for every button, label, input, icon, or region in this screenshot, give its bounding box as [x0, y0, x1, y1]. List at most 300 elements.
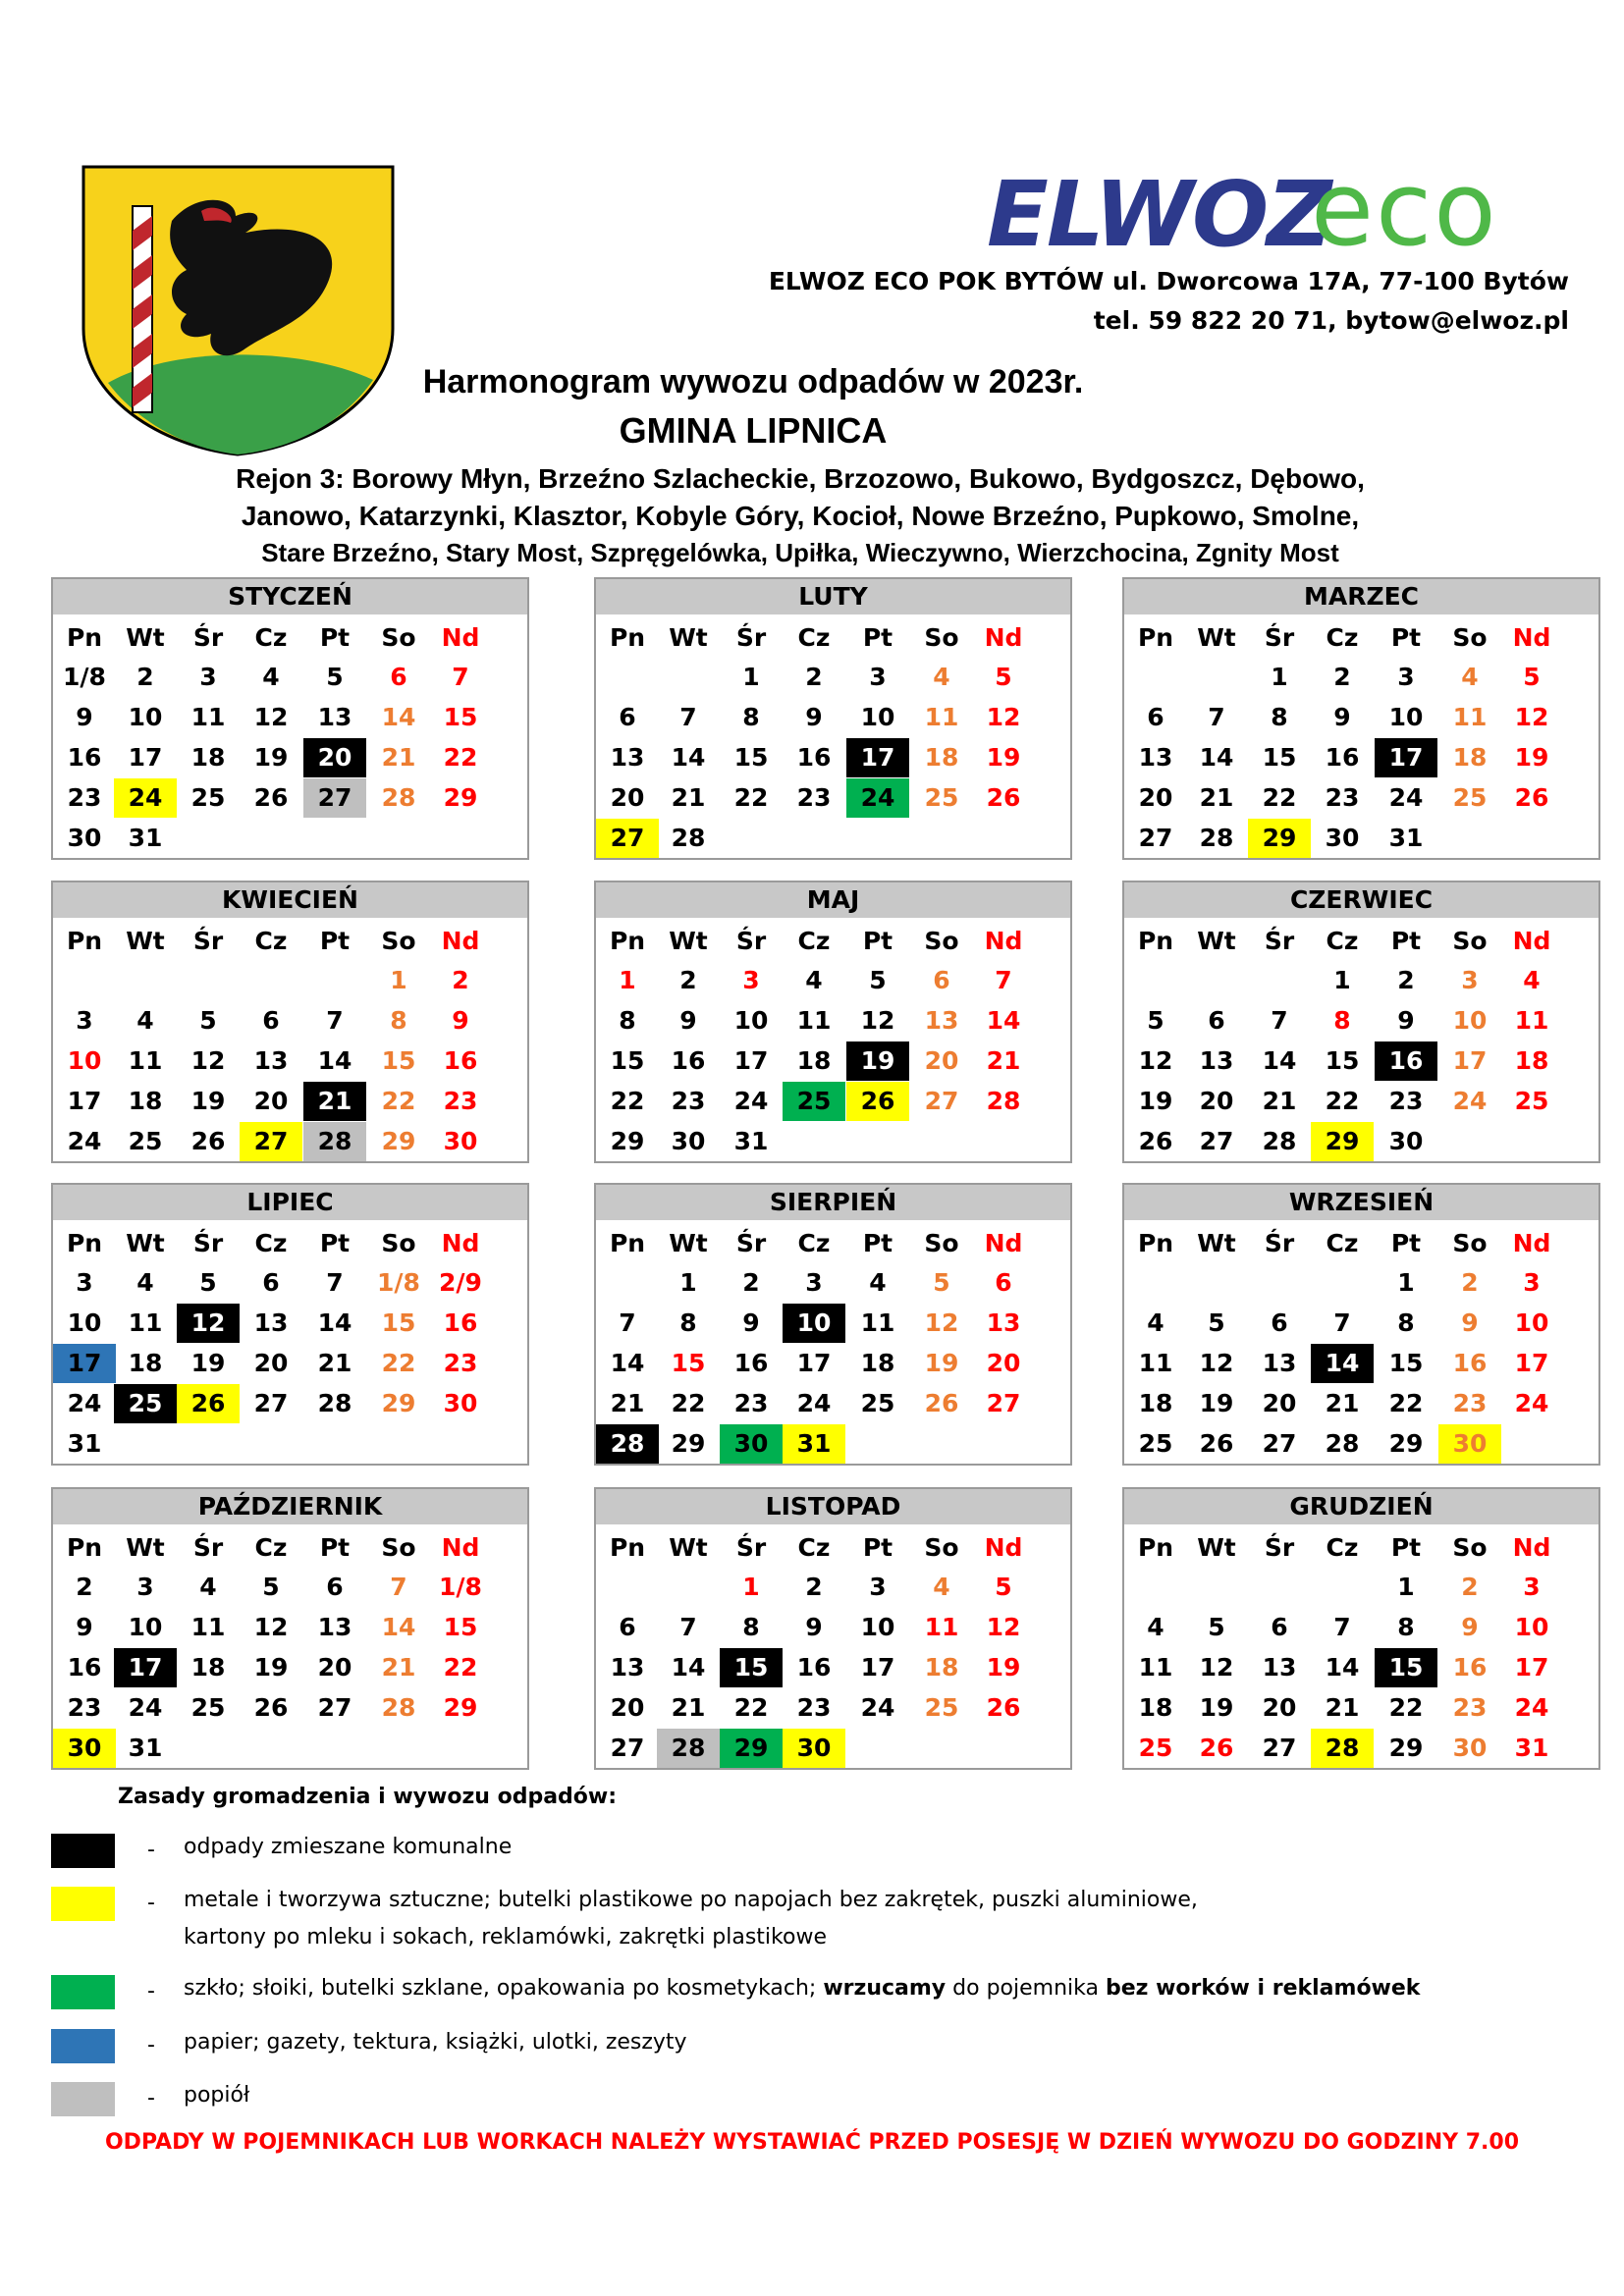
weekday-label: Nd [984, 623, 1023, 652]
pickup-day-green: 29 [720, 1729, 783, 1768]
calendar-day: 17 [1514, 1349, 1549, 1377]
calendar-day: 19 [1199, 1389, 1234, 1417]
calendar-day: 18 [1452, 743, 1488, 772]
weekday-label: Pn [66, 1229, 103, 1257]
calendar-day: 9 [452, 1006, 469, 1035]
calendar-day: 10 [860, 703, 895, 731]
company-contact: tel. 59 822 20 71, bytow@elwoz.pl [1093, 306, 1569, 335]
calendar-day: 18 [924, 1653, 959, 1682]
calendar-day: 1 [679, 1268, 697, 1297]
calendar-day: 26 [1199, 1429, 1234, 1458]
calendar-day: 13 [1262, 1653, 1297, 1682]
weekday-label: Nd [984, 1533, 1023, 1562]
calendar-day: 24 [67, 1389, 102, 1417]
calendar-day: 18 [924, 743, 959, 772]
calendar-day: 14 [381, 703, 416, 731]
calendar-day: 22 [1388, 1389, 1424, 1417]
calendar-day: 5 [1208, 1613, 1225, 1641]
eco-logo-text: eco [1311, 149, 1498, 269]
weekday-label: Wt [669, 1229, 708, 1257]
weekday-label: So [1452, 623, 1488, 652]
calendar-day: 20 [610, 1693, 645, 1722]
calendar-day: 4 [1147, 1613, 1164, 1641]
calendar-day: 27 [253, 1389, 289, 1417]
calendar-day: 26 [253, 1693, 289, 1722]
calendar-day: 18 [1514, 1046, 1549, 1075]
weekday-label: Nd [441, 1229, 480, 1257]
calendar-day: 7 [619, 1308, 636, 1337]
calendar-day: 16 [443, 1308, 478, 1337]
weekday-label: So [924, 927, 959, 955]
calendar-day: 9 [1397, 1006, 1415, 1035]
month-kwiecień [51, 881, 529, 1163]
calendar-day: 22 [381, 1087, 416, 1115]
weekday-label: Cz [797, 1533, 831, 1562]
calendar-day: 31 [67, 1429, 102, 1458]
calendar-day: 4 [933, 663, 950, 691]
calendar-day: 12 [1199, 1653, 1234, 1682]
calendar-day: 4 [1461, 663, 1479, 691]
weekday-label: Śr [1264, 1229, 1295, 1257]
calendar-day: 25 [190, 1693, 226, 1722]
calendar-day: 27 [610, 1734, 645, 1762]
calendar-day: 5 [1147, 1006, 1164, 1035]
weekday-label: Nd [1512, 1229, 1551, 1257]
calendar-day: 3 [1523, 1573, 1541, 1601]
legend-title: Zasady gromadzenia i wywozu odpadów: [118, 1785, 618, 1809]
calendar-day: 23 [1325, 783, 1360, 812]
calendar-day: 29 [443, 1693, 478, 1722]
calendar-day: 11 [1452, 703, 1488, 731]
month-name: LUTY [596, 579, 1070, 614]
calendar-day: 1 [742, 663, 760, 691]
calendar-day: 16 [671, 1046, 706, 1075]
calendar-day: 19 [253, 743, 289, 772]
legend-swatch-blue [51, 2029, 115, 2063]
calendar-day: 5 [1208, 1308, 1225, 1337]
calendar-day: 31 [128, 1734, 163, 1762]
calendar-day: 10 [1514, 1308, 1549, 1337]
calendar-day: 21 [1325, 1693, 1360, 1722]
calendar-day: 23 [733, 1389, 769, 1417]
calendar-day: 20 [924, 1046, 959, 1075]
calendar-day: 16 [796, 1653, 832, 1682]
weekday-label: Pt [862, 623, 893, 652]
calendar-day: 20 [986, 1349, 1021, 1377]
weekday-label: Wt [1197, 623, 1236, 652]
month-name: MAJ [596, 882, 1070, 918]
calendar-day: 15 [1325, 1046, 1360, 1075]
calendar-day: 6 [1271, 1308, 1288, 1337]
calendar-day: 22 [1262, 783, 1297, 812]
calendar-day: 11 [924, 703, 959, 731]
weekday-label: Cz [797, 927, 831, 955]
legend-dash: - [147, 2086, 155, 2110]
calendar-day: 6 [1147, 703, 1164, 731]
calendar-day: 18 [1138, 1389, 1173, 1417]
weekday-label: Pn [609, 1533, 646, 1562]
calendar-day: 17 [67, 1087, 102, 1115]
calendar-day: 23 [1388, 1087, 1424, 1115]
calendar-day: 27 [986, 1389, 1021, 1417]
weekday-label: Wt [126, 1533, 165, 1562]
calendar-day: 23 [67, 1693, 102, 1722]
calendar-day: 23 [67, 783, 102, 812]
calendar-day: 4 [1523, 966, 1541, 994]
weekday-label: Śr [192, 623, 224, 652]
calendar-day: 20 [1262, 1693, 1297, 1722]
pickup-day-yellow: 27 [240, 1122, 302, 1161]
weekday-label: Pn [609, 927, 646, 955]
calendar-day: 4 [933, 1573, 950, 1601]
calendar-day: 15 [1262, 743, 1297, 772]
pickup-day-yellow: 29 [1311, 1122, 1374, 1161]
calendar-day: 18 [128, 1349, 163, 1377]
weekday-label: So [381, 1229, 416, 1257]
calendar-day: 1 [1397, 1573, 1415, 1601]
calendar-day: 7 [679, 1613, 697, 1641]
month-name: KWIECIEŃ [53, 882, 527, 918]
weekday-label: Wt [1197, 1533, 1236, 1562]
month-styczeń [51, 577, 529, 860]
legend-swatch-yellow [51, 1887, 115, 1921]
calendar-day: 14 [986, 1006, 1021, 1035]
pickup-day-black: 15 [1375, 1648, 1437, 1687]
calendar-day: 29 [1388, 1734, 1424, 1762]
calendar-day: 25 [1138, 1734, 1173, 1762]
calendar-day: 23 [671, 1087, 706, 1115]
month-czerwiec [1122, 881, 1600, 1163]
calendar-day: 16 [733, 1349, 769, 1377]
weekday-label: Wt [126, 623, 165, 652]
calendar-day: 19 [1514, 743, 1549, 772]
calendar-day: 27 [317, 1693, 352, 1722]
calendar-day: 9 [76, 703, 93, 731]
calendar-day: 22 [443, 743, 478, 772]
weekday-label: Pn [1137, 1533, 1174, 1562]
pickup-day-black: 17 [1375, 738, 1437, 777]
calendar-day: 18 [190, 1653, 226, 1682]
calendar-day: 1 [742, 1573, 760, 1601]
weekday-label: Pt [1390, 1533, 1422, 1562]
pickup-day-black: 17 [846, 738, 909, 777]
calendar-day: 7 [1333, 1613, 1351, 1641]
calendar-day: 24 [128, 1693, 163, 1722]
calendar-day: 6 [326, 1573, 344, 1601]
calendar-day: 12 [1199, 1349, 1234, 1377]
calendar-day: 11 [924, 1613, 959, 1641]
calendar-day: 13 [1199, 1046, 1234, 1075]
calendar-day: 2 [1461, 1573, 1479, 1601]
calendar-day: 6 [1208, 1006, 1225, 1035]
month-maj [594, 881, 1072, 1163]
weekday-label: Wt [669, 1533, 708, 1562]
calendar-day: 14 [317, 1308, 352, 1337]
calendar-day: 25 [860, 1389, 895, 1417]
weekday-label: Wt [126, 927, 165, 955]
pickup-day-yellow: 24 [114, 778, 177, 818]
calendar-day: 15 [381, 1308, 416, 1337]
calendar-day: 29 [443, 783, 478, 812]
calendar-day: 13 [1138, 743, 1173, 772]
calendar-day: 15 [733, 743, 769, 772]
calendar-day: 2 [805, 1573, 823, 1601]
weekday-label: Śr [735, 623, 767, 652]
weekday-label: Śr [1264, 1533, 1295, 1562]
calendar-day: 28 [1199, 824, 1234, 852]
calendar-day: 21 [381, 1653, 416, 1682]
weekday-label: Pt [862, 1229, 893, 1257]
weekday-label: Pn [66, 927, 103, 955]
legend-swatch-green [51, 1975, 115, 2009]
legend-dash: - [147, 1979, 155, 2003]
calendar-day: 26 [1138, 1127, 1173, 1155]
weekday-label: Śr [735, 1229, 767, 1257]
calendar-day: 3 [136, 1573, 154, 1601]
calendar-day: 9 [679, 1006, 697, 1035]
calendar-day: 4 [136, 1268, 154, 1297]
calendar-day: 6 [995, 1268, 1012, 1297]
calendar-day: 31 [128, 824, 163, 852]
calendar-day: 28 [986, 1087, 1021, 1115]
calendar-day: 15 [443, 703, 478, 731]
calendar-day: 26 [1514, 783, 1549, 812]
calendar-day: 23 [443, 1349, 478, 1377]
calendar-day: 22 [1325, 1087, 1360, 1115]
calendar-day: 21 [1199, 783, 1234, 812]
weekday-label: Nd [441, 623, 480, 652]
pickup-day-black: 25 [114, 1384, 177, 1423]
calendar-day: 24 [796, 1389, 832, 1417]
calendar-day: 29 [610, 1127, 645, 1155]
calendar-day: 23 [1452, 1389, 1488, 1417]
weekday-label: So [381, 623, 416, 652]
calendar-day: 24 [67, 1127, 102, 1155]
weekday-label: Wt [126, 1229, 165, 1257]
calendar-day: 28 [671, 824, 706, 852]
calendar-day: 18 [128, 1087, 163, 1115]
legend-glass-part-a: szkło; słoiki, butelki szklane, opakowania po kosmetykach; [184, 1976, 817, 2001]
calendar-day: 11 [1138, 1349, 1173, 1377]
calendar-day: 4 [199, 1573, 217, 1601]
calendar-day: 10 [1388, 703, 1424, 731]
weekday-label: Pt [862, 927, 893, 955]
calendar-day: 8 [1397, 1613, 1415, 1641]
legend-glass-part-c: do pojemnika [952, 1976, 1099, 2001]
month-grudzień [1122, 1487, 1600, 1770]
pickup-day-gray: 28 [303, 1122, 366, 1161]
calendar-day: 5 [869, 966, 887, 994]
calendar-day: 23 [1452, 1693, 1488, 1722]
calendar-day: 9 [76, 1613, 93, 1641]
calendar-day: 14 [1325, 1653, 1360, 1682]
legend-dash: - [147, 2033, 155, 2057]
calendar-day: 15 [381, 1046, 416, 1075]
calendar-day: 30 [1388, 1127, 1424, 1155]
calendar-day: 9 [805, 703, 823, 731]
weekday-label: Wt [669, 623, 708, 652]
calendar-day: 19 [924, 1349, 959, 1377]
weekday-label: Śr [1264, 623, 1295, 652]
calendar-day: 21 [381, 743, 416, 772]
pickup-day-yellow: 28 [1311, 1729, 1374, 1768]
pickup-day-gray: 28 [657, 1729, 720, 1768]
calendar-day: 13 [924, 1006, 959, 1035]
calendar-day: 18 [190, 743, 226, 772]
calendar-day: 4 [136, 1006, 154, 1035]
page-title: Harmonogram wywozu odpadów w 2023r. [422, 363, 1084, 400]
pickup-day-yellow: 27 [596, 819, 659, 858]
calendar-day: 3 [1461, 966, 1479, 994]
month-luty [594, 577, 1072, 860]
month-październik [51, 1487, 529, 1770]
pickup-day-yellow: 26 [846, 1082, 909, 1121]
calendar-day: 25 [1138, 1429, 1173, 1458]
calendar-day: 24 [1452, 1087, 1488, 1115]
calendar-day: 24 [1514, 1693, 1549, 1722]
calendar-day: 30 [1452, 1734, 1488, 1762]
calendar-day: 8 [390, 1006, 407, 1035]
calendar-day: 13 [253, 1308, 289, 1337]
calendar-day: 8 [1397, 1308, 1415, 1337]
calendar-day: 25 [1452, 783, 1488, 812]
calendar-day: 2 [76, 1573, 93, 1601]
calendar-day: 29 [671, 1429, 706, 1458]
weekday-label: Śr [192, 1229, 224, 1257]
calendar-day: 22 [671, 1389, 706, 1417]
calendar-day: 3 [76, 1268, 93, 1297]
legend-swatch-gray [51, 2082, 115, 2116]
calendar-day: 24 [860, 1693, 895, 1722]
calendar-day: 16 [443, 1046, 478, 1075]
calendar-day: 6 [262, 1268, 280, 1297]
calendar-day: 7 [390, 1573, 407, 1601]
pickup-day-black: 21 [303, 1082, 366, 1121]
weekday-label: Pt [1390, 927, 1422, 955]
calendar-day: 31 [733, 1127, 769, 1155]
calendar-day: 27 [1262, 1734, 1297, 1762]
pickup-day-black: 16 [1375, 1041, 1437, 1081]
calendar-day: 1/8 [63, 663, 106, 691]
calendar-day: 7 [1333, 1308, 1351, 1337]
weekday-label: Cz [797, 1229, 831, 1257]
month-name: LIPIEC [53, 1185, 527, 1220]
calendar-day: 27 [924, 1087, 959, 1115]
weekday-label: Wt [669, 927, 708, 955]
calendar-day: 14 [317, 1046, 352, 1075]
calendar-day: 24 [733, 1087, 769, 1115]
weekday-label: Cz [1326, 1533, 1359, 1562]
month-marzec [1122, 577, 1600, 860]
calendar-day: 30 [67, 824, 102, 852]
weekday-label: Pn [1137, 927, 1174, 955]
calendar-day: 17 [1452, 1046, 1488, 1075]
calendar-day: 13 [253, 1046, 289, 1075]
calendar-day: 19 [190, 1087, 226, 1115]
calendar-day: 3 [1523, 1268, 1541, 1297]
calendar-day: 1 [1271, 663, 1288, 691]
weekday-label: Pn [1137, 1229, 1174, 1257]
calendar-day: 11 [190, 703, 226, 731]
legend-glass-part-b: wrzucamy [823, 1976, 947, 2001]
region-line-2: Janowo, Katarzynki, Klasztor, Kobyle Góry, Kocioł, Nowe Brzeźno, Pupkowo, Smolne, [241, 501, 1360, 531]
calendar-day: 11 [860, 1308, 895, 1337]
calendar-day: 9 [1461, 1308, 1479, 1337]
month-sierpień [594, 1183, 1072, 1466]
calendar-day: 8 [1333, 1006, 1351, 1035]
calendar-day: 10 [733, 1006, 769, 1035]
calendar-day: 25 [1514, 1087, 1549, 1115]
calendar-day: 18 [1138, 1693, 1173, 1722]
calendar-day: 24 [1388, 783, 1424, 812]
calendar-day: 11 [796, 1006, 832, 1035]
calendar-day: 12 [1514, 703, 1549, 731]
weekday-label: Cz [254, 623, 288, 652]
calendar-day: 22 [733, 783, 769, 812]
weekday-label: Pt [862, 1533, 893, 1562]
calendar-day: 15 [1388, 1349, 1424, 1377]
weekday-label: Nd [441, 1533, 480, 1562]
calendar-day: 20 [1138, 783, 1173, 812]
calendar-day: 19 [986, 1653, 1021, 1682]
calendar-day: 7 [1271, 1006, 1288, 1035]
weekday-label: So [1452, 927, 1488, 955]
calendar-day: 3 [76, 1006, 93, 1035]
calendar-day: 12 [1138, 1046, 1173, 1075]
calendar-day: 10 [128, 703, 163, 731]
calendar-day: 28 [381, 783, 416, 812]
weekday-label: Pt [319, 927, 351, 955]
calendar-day: 1/8 [377, 1268, 420, 1297]
calendar-day: 20 [1199, 1087, 1234, 1115]
weekday-label: Nd [984, 1229, 1023, 1257]
calendar-day: 15 [443, 1613, 478, 1641]
weekday-label: Pn [609, 623, 646, 652]
weekday-label: Wt [1197, 1229, 1236, 1257]
calendar-day: 3 [742, 966, 760, 994]
calendar-day: 18 [860, 1349, 895, 1377]
month-name: CZERWIEC [1124, 882, 1598, 918]
calendar-day: 22 [733, 1693, 769, 1722]
calendar-day: 12 [924, 1308, 959, 1337]
calendar-day: 6 [1271, 1613, 1288, 1641]
calendar-day: 7 [326, 1268, 344, 1297]
calendar-day: 28 [1262, 1127, 1297, 1155]
calendar-day: 5 [1523, 663, 1541, 691]
calendar-day: 28 [317, 1389, 352, 1417]
calendar-day: 7 [326, 1006, 344, 1035]
calendar-day: 14 [1199, 743, 1234, 772]
calendar-day: 21 [671, 1693, 706, 1722]
calendar-day: 11 [1514, 1006, 1549, 1035]
calendar-day: 24 [1514, 1389, 1549, 1417]
pickup-day-yellow: 30 [53, 1729, 116, 1768]
pickup-day-yellow: 29 [1248, 819, 1311, 858]
weekday-label: Cz [254, 927, 288, 955]
calendar-day: 29 [1388, 1429, 1424, 1458]
month-listopad [594, 1487, 1072, 1770]
calendar-day: 28 [381, 1693, 416, 1722]
calendar-day: 9 [805, 1613, 823, 1641]
calendar-day: 26 [1199, 1734, 1234, 1762]
calendar-day: 10 [67, 1046, 102, 1075]
calendar-day: 11 [128, 1308, 163, 1337]
calendar-day: 16 [67, 1653, 102, 1682]
calendar-day: 17 [1514, 1653, 1549, 1682]
month-name: MARZEC [1124, 579, 1598, 614]
pickup-day-green: 24 [846, 778, 909, 818]
calendar-day: 23 [796, 783, 832, 812]
